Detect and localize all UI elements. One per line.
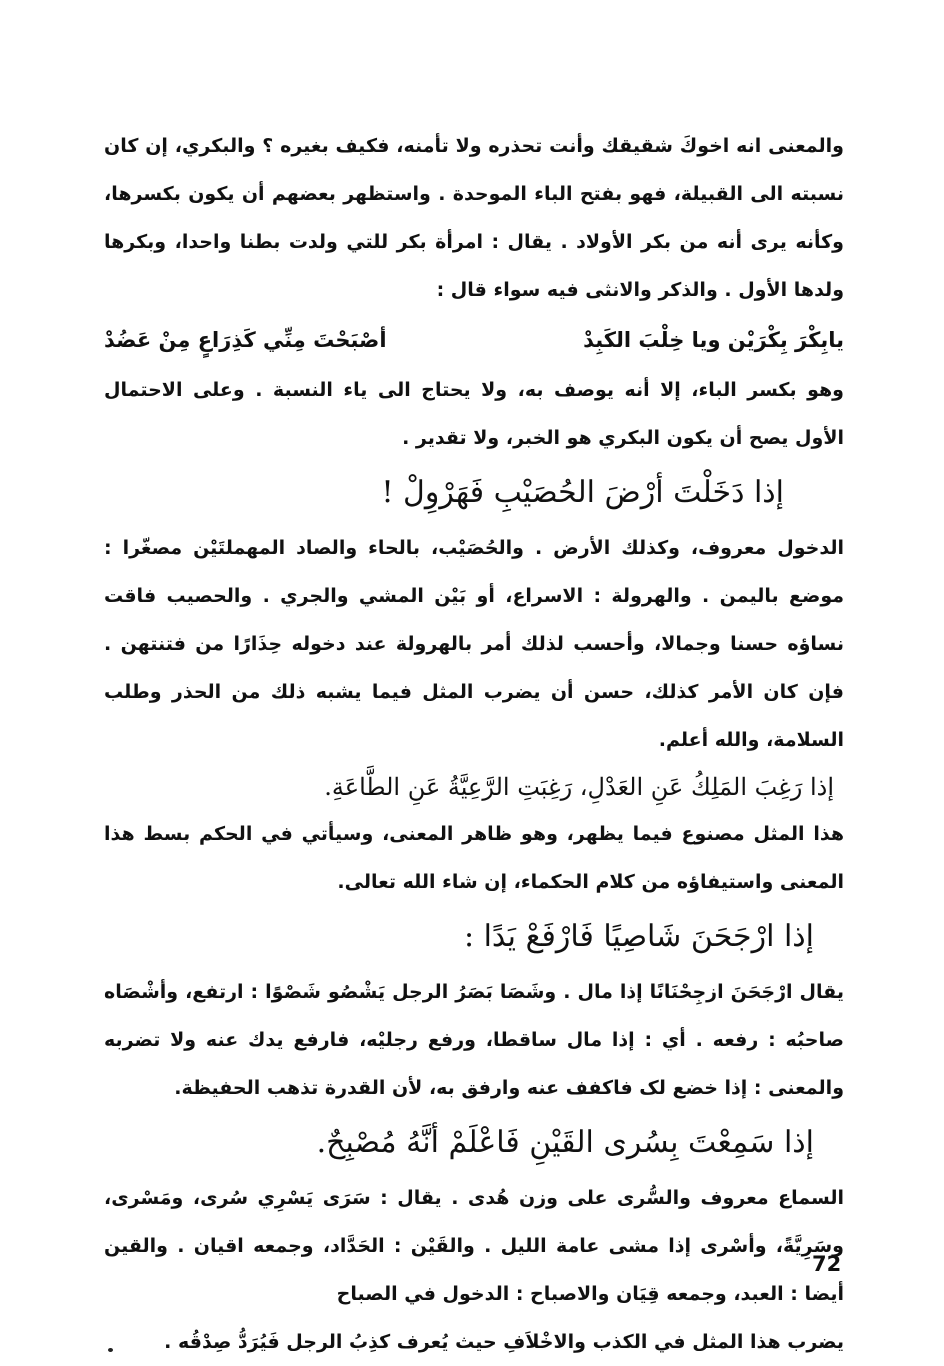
proverb-heading-irjahanna: إذا ارْجَحَنَ شَاصِيًا فَارْفَعْ يَدًا :	[463, 919, 814, 954]
paragraph-irjahanna-explanation: يقال ارْجَحَنَ ازجِحْنَانًا إذا مال . وشَصَا بَصَرُ الرجل يَشْصُو شَصْوًا : ارتفع، وأشْصَاه صاحبُه : رفعه . أي : إذا مال ساقطا، ورفع رجليْه، فارفع يدك عنه ولا تضربه والمعنى : إذا خضع لک فاكفف عنه وارفق به، لأن القدرة تذهب الحفيظة.	[104, 981, 844, 1099]
scan-speck-mark	[108, 1348, 113, 1352]
paragraph-husayb-explanation: الدخول معروف، وكذلك الأرض . والحُصَيْب، بالحاء والصاد المهملتَيْن مصغّرا : موضع باليمن . والهرولة : الاسراع، أو بَيْن المشي والجري . والحصيب فاقت نساؤه حسنا وجمالا، وأحسب لذلك أمر بالهرولة عند دخوله حِذَارًا من فتنتهن . فإن كان الأمر كذلك، حسن أن يضرب المثل فيما يشبه ذلك من الحذر وطلب السلامة، والله أعلم.	[104, 537, 844, 751]
verse-second-half: أصْبَحْتَ مِنِّي كَذِرَاعٍ مِنْ عَضُدْ	[104, 328, 387, 352]
paragraph-qayn-explanation: السماع معروف والسُّرى على وزن هُدى . يقال : سَرَى يَسْرِي سُرى، ومَسْرى، وسَرِيَّةً، وأسْرى إذا مشى عامة الليل . والقَيْن : الحَدَّاد، وجمعه اقيان . والقين أيضا : العبد، وجمعه قِيَان والاصباح : الدخول في الصباح	[104, 1187, 844, 1305]
paragraph-meaning-explanation: والمعنى انه اخوكَ شقيقك وأنت تحذره ولا تأمنه، فكيف بغيره ؟ والبكري، إن كان نسبته الى القبيلة، فهو بفتح الباء الموحدة . واستظهر بعضهم أن يكون بكسرها، وكأنه يرى أنه من بكر الأولاد . يقال : امرأة بكر للتي ولدت بطنا واحدا، وبكرها ولدها الأول . والذكر والانثى فيه سواء قال :	[104, 135, 844, 301]
poem-verse	[104, 314, 844, 366]
verse-first-half: يابِكْرَ بِكْرَيْن ويا خِلْبَ الكَبِدْ	[583, 328, 844, 352]
paragraph-king-justice-explanation: هذا المثل مصنوع فيما يظهر، وهو ظاهر المعنى، وسيأتي في الحكم بسط هذا المعنى واستيفاؤه من كلام الحكماء، إن شاء الله تعالى.	[104, 823, 844, 893]
proverb-heading-husayb: إذا دَخَلْتَ أرْضَ الحُصَيْبِ فَهَرْوِلْ !	[381, 475, 784, 510]
paragraph-qayn-usage: يضرب هذا المثل في الكذب والاخْلاَفِ حيث يُعرف كذِبُ الرجل فَيُرَدُّ صِدْقُه .	[164, 1331, 844, 1353]
proverb-heading-king-justice: إذا رَغِبَ المَلِكُ عَنِ العَدْلِ، رَغِبَتِ الرَّعِيَّةُ عَنِ الطَّاعَةِ.	[324, 773, 834, 801]
paragraph-verse-commentary: وهو بكسر الباء، إلا أنه يوصف به، ولا يحتاج الى ياء النسبة . وعلى الاحتمال الأول يصح أن يكون البكري هو الخبر، ولا تقدير .	[104, 379, 844, 449]
page-body	[104, 122, 844, 1366]
proverb-heading-qayn: إذا سَمِعْتَ بِسُرى القَيْنِ فَاعْلَمْ أنَّهُ مُصْبِحٌ.	[316, 1125, 814, 1160]
page-number: 72	[812, 1252, 842, 1276]
